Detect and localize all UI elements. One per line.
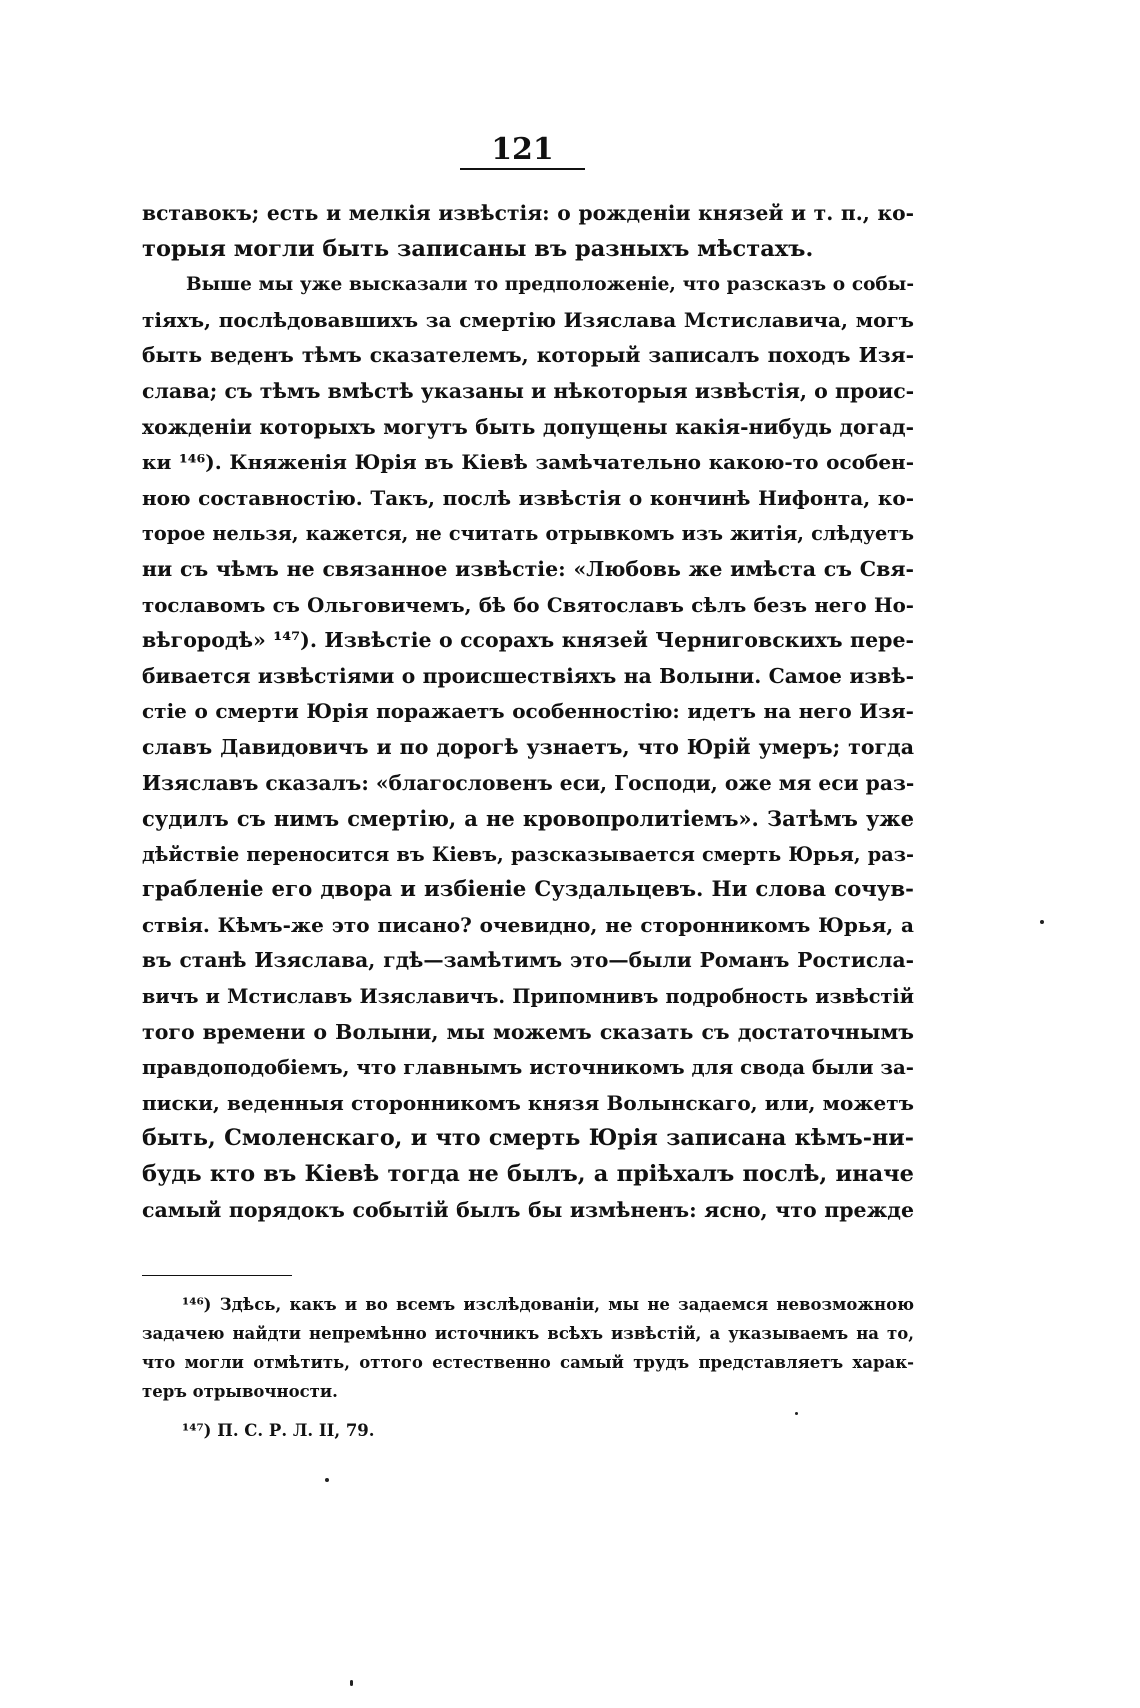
footnotes bbox=[142, 1290, 914, 1445]
text-line: ствія. Кѣмъ-же это писано? очевидно, не сторонникомъ Юрья, а bbox=[142, 912, 914, 937]
text-line: грабленіе его двора и избіеніе Суздальцевъ. Ни слова сочув- bbox=[142, 877, 914, 903]
text-line: слава; съ тѣмъ вмѣстѣ указаны и нѣкоторыя извѣстія, о проис- bbox=[142, 378, 914, 403]
text-line: стіе о смерти Юрія поражаетъ особенностію: идетъ на него Изя- bbox=[142, 699, 914, 724]
text-line: дѣйствіе переносится въ Кіевъ, разсказывается смерть Юрья, раз- bbox=[142, 842, 914, 866]
footnote-146-line: что могли отмѣтить, оттого естественно самый трудъ представляетъ харак- bbox=[142, 1353, 914, 1372]
footnote-146-line: теръ отрывочности. bbox=[142, 1382, 338, 1401]
text-line: тославомъ съ Ольговичемъ, бѣ бо Святославъ сѣлъ безъ него Но- bbox=[142, 592, 914, 617]
text-line: правдоподобіемъ, что главнымъ источникомъ для свода были за- bbox=[142, 1055, 914, 1080]
text-line: самый порядокъ событій былъ бы измѣненъ: ясно, что прежде bbox=[142, 1197, 914, 1222]
text-line: того времени о Волыни, мы можемъ сказать съ достаточнымъ bbox=[142, 1019, 914, 1044]
text-line: славъ Давидовичъ и по дорогѣ узнаетъ, что Юрій умеръ; тогда bbox=[142, 734, 914, 759]
text-line: будь кто въ Кіевѣ тогда не былъ, а пріѣхалъ послѣ, иначе bbox=[142, 1161, 914, 1188]
text-line: быть веденъ тѣмъ сказателемъ, который записалъ походъ Изя- bbox=[142, 343, 914, 368]
scan-speck bbox=[1040, 920, 1044, 924]
footnote-146-line: ¹⁴⁶) Здѣсь, какъ и во всемъ изслѣдованіи, мы не задаемся невозможною bbox=[182, 1295, 914, 1314]
text-line: торыя могли быть записаны въ разныхъ мѣстахъ. bbox=[142, 235, 814, 262]
text-line: писки, веденныя сторонникомъ князя Волынскаго, или, можетъ bbox=[142, 1090, 914, 1115]
text-line: судилъ съ нимъ смертію, а не кровопролитіемъ». Затѣмъ уже bbox=[142, 806, 914, 832]
text-line: вѣгородѣ» ¹⁴⁷). Извѣстіе о ссорахъ князей Черниговскихъ пере- bbox=[142, 628, 914, 653]
footnote-gap bbox=[142, 1406, 914, 1416]
scan-speck bbox=[350, 1680, 353, 1686]
text-line: тіяхъ, послѣдовавшихъ за смертію Изяслава Мстиславича, могъ bbox=[142, 307, 914, 332]
text-line: быть, Смоленскаго, и что смерть Юрія записана кѣмъ-ни- bbox=[142, 1125, 914, 1152]
footnote-rule bbox=[142, 1275, 292, 1276]
text-line: торое нельзя, кажется, не считать отрывкомъ изъ житія, слѣдуетъ bbox=[142, 522, 914, 546]
scan-speck bbox=[325, 1478, 329, 1482]
text-line: ни съ чѣмъ не связанное извѣстіе: «Любовь же имѣста съ Свя- bbox=[142, 556, 914, 581]
text-line: Выше мы уже высказали то предположеніе, что разсказъ о собы- bbox=[186, 274, 914, 296]
footnote-147: ¹⁴⁷) П. С. Р. Л. II, 79. bbox=[182, 1421, 375, 1440]
text-line: вставокъ; есть и мелкія извѣстія: о рожденіи князей и т. п., ко- bbox=[142, 201, 914, 225]
text-line: хожденіи которыхъ могутъ быть допущены какія-нибудь догад- bbox=[142, 414, 914, 439]
text-line: Изяславъ сказалъ: «благословенъ еси, Господи, оже мя еси раз- bbox=[142, 770, 914, 795]
text-line: бивается извѣстіями о происшествіяхъ на Волыни. Самое извѣ- bbox=[142, 663, 914, 688]
text-line: ки ¹⁴⁶). Княженія Юрія въ Кіевѣ замѣчательно какою-то особен- bbox=[142, 450, 914, 475]
footnote-146-line: задачею найдти непремѣнно источникъ всѣхъ извѣстій, а указываемъ на то, bbox=[142, 1324, 914, 1343]
text-line: вичъ и Мстиславъ Изяславичъ. Припомнивъ подробность извѣстій bbox=[142, 985, 914, 1009]
text-line: въ станѣ Изяслава, гдѣ—замѣтимъ это—были Романъ Ростисла- bbox=[142, 948, 914, 973]
page-number: 121 bbox=[491, 132, 554, 167]
text-line: ною составностію. Такъ, послѣ извѣстія о кончинѣ Нифонта, ко- bbox=[142, 485, 914, 510]
scan-speck bbox=[795, 1412, 798, 1415]
header-rule bbox=[460, 168, 585, 170]
body-text bbox=[142, 196, 914, 1228]
